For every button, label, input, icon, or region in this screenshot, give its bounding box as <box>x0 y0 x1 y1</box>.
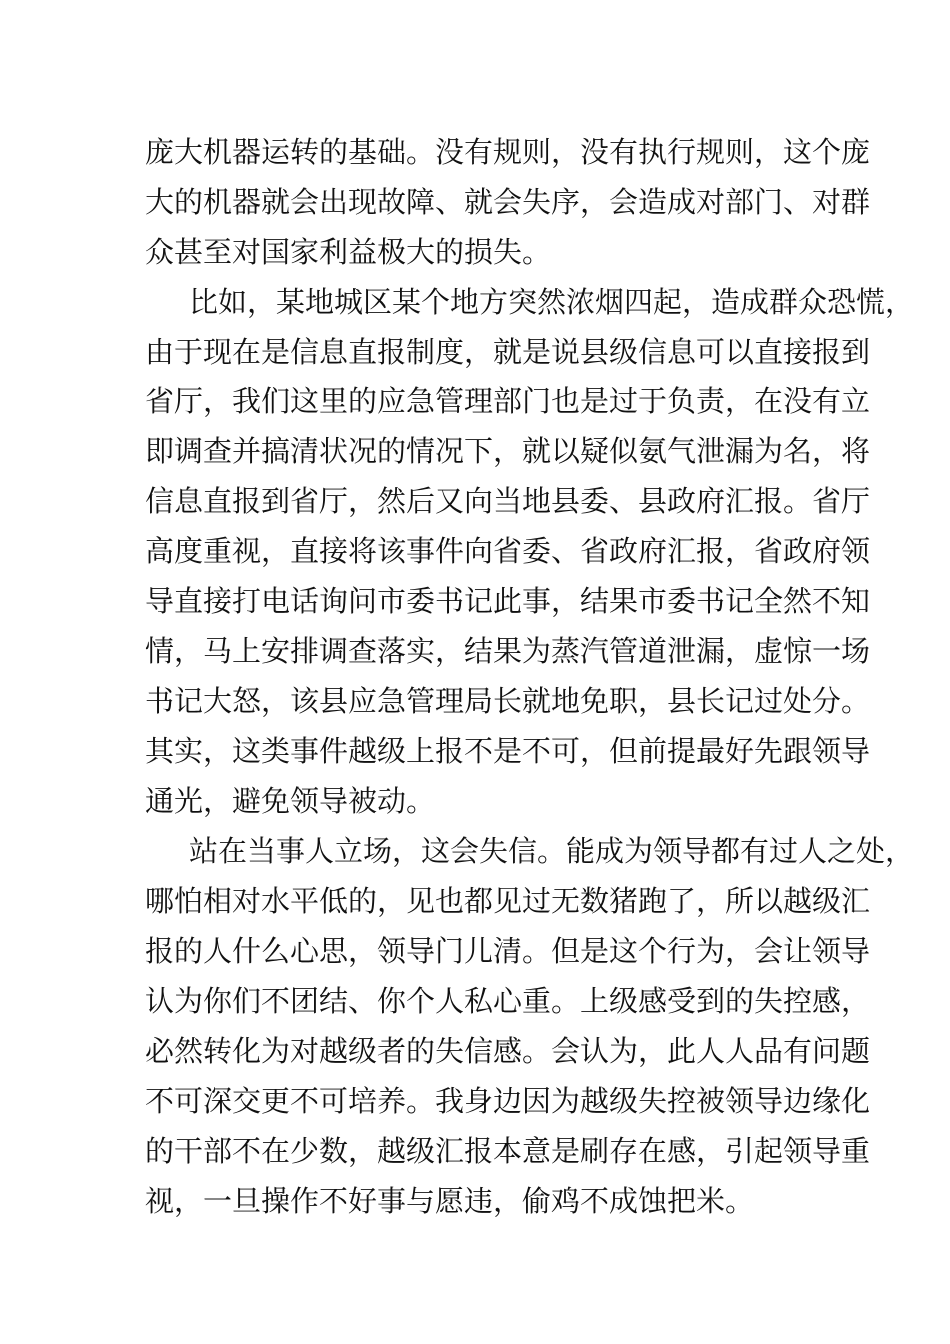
text-line: 省厅，我们这里的应急管理部门也是过于负责，在没有立 <box>145 384 871 418</box>
text-line: 书记大怒，该县应急管理局长就地免职，县长记过处分。 <box>145 684 871 718</box>
text-line: 站在当事人立场，这会失信。能成为领导都有过人之处， <box>189 834 915 868</box>
text-line: 众甚至对国家利益极大的损失。 <box>145 235 552 269</box>
text-line: 庞大机器运转的基础。没有规则，没有执行规则，这个庞 <box>145 135 871 169</box>
text-line: 信息直报到省厅，然后又向当地县委、县政府汇报。省厅 <box>145 484 871 518</box>
text-line: 高度重视，直接将该事件向省委、省政府汇报，省政府领 <box>145 534 871 568</box>
text-line: 认为你们不团结、你个人私心重。上级感受到的失控感， <box>145 984 871 1018</box>
text-line: 哪怕相对水平低的，见也都见过无数猪跑了，所以越级汇 <box>145 884 871 918</box>
text-line: 比如，某地城区某个地方突然浓烟四起，造成群众恐慌， <box>189 285 915 319</box>
text-line: 报的人什么心思，领导门儿清。但是这个行为，会让领导 <box>145 934 871 968</box>
text-line: 情，马上安排调查落实，结果为蒸汽管道泄漏，虚惊一场 <box>145 634 871 668</box>
text-line: 的干部不在少数，越级汇报本意是刷存在感，引起领导重 <box>145 1134 871 1168</box>
text-line: 视，一旦操作不好事与愿违，偷鸡不成蚀把米。 <box>145 1184 755 1218</box>
text-line: 由于现在是信息直报制度，就是说县级信息可以直接报到 <box>145 335 871 369</box>
text-line: 通光，避免领导被动。 <box>145 784 436 818</box>
text-line: 不可深交更不可培养。我身边因为越级失控被领导边缘化 <box>145 1084 871 1118</box>
text-line: 必然转化为对越级者的失信感。会认为，此人人品有问题 <box>145 1034 871 1068</box>
text-line: 即调查并搞清状况的情况下，就以疑似氨气泄漏为名，将 <box>145 434 871 468</box>
text-line: 大的机器就会出现故障、就会失序，会造成对部门、对群 <box>145 185 871 219</box>
text-line: 其实，这类事件越级上报不是不可，但前提最好先跟领导 <box>145 734 871 768</box>
text-line: 导直接打电话询问市委书记此事，结果市委书记全然不知 <box>145 584 871 618</box>
